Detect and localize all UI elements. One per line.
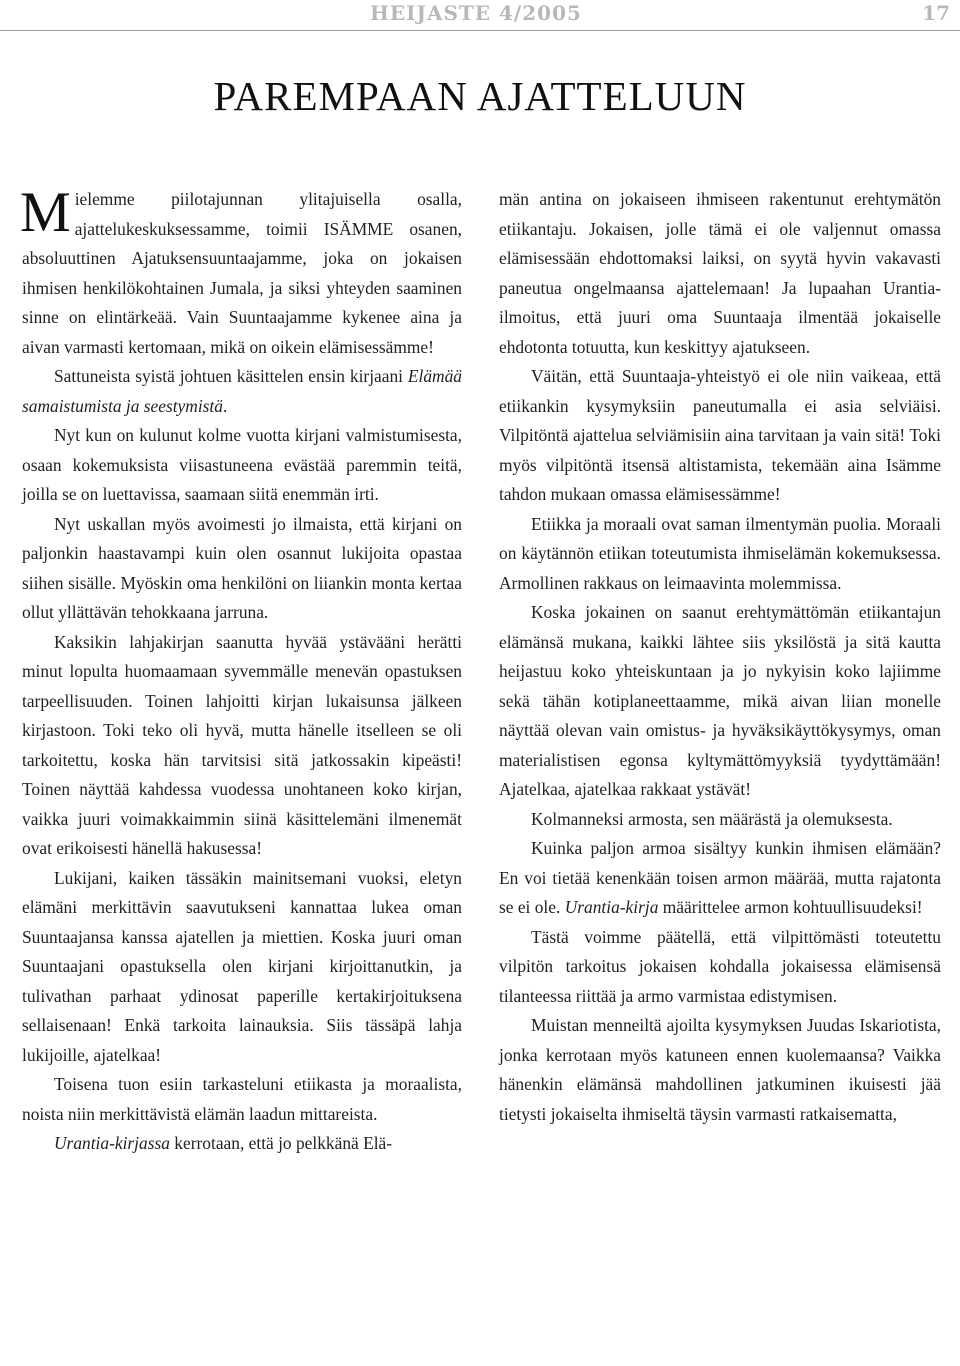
paragraph: Nyt kun on kulunut kolme vuotta kirjani valmistumisesta, osaan kokemuksista viisastuneena evästää paremmin teitä, joilla se on luettavissa, saamaan siitä enemmän irti.	[22, 425, 462, 504]
paragraph: Tästä voimme päätellä, että vilpittömästi toteutettu vilpitön tarkoitus jokaisen kohdalla jokaisessa elämisensä tilanteessa riittää ja armo varmistaa edistymisen.	[499, 926, 941, 1006]
left-column	[20, 181, 462, 1159]
paragraph: Muistan menneiltä ajoilta kysymyksen Juudas Iskariotista, jonka kerrotaan myös katuneen ennen kuolemaansa? Vaikka hänenkin elämänsä mahdollinen jatkuminen ikuisesti jää tietysti jokaiselta ihmiseltä täysin varmasti ratkaisematta,	[499, 1015, 941, 1124]
paragraph: Lukijani, kaiken tässäkin mainitsemani vuoksi, eletyn elämäni merkittävin saavutukseni kannattaa lukea oman Suuntaajansa kanssa ajatellen ja miettien. Koska juuri oman Suuntaajani opastuksella olen kirjani kirjoittanutkin, ja tulivathan parhaat ydinosat paperille kertakirjoituksena sellaisenaan! Enkä tarkoita lainauksia. Siis tässäpä lahja lukijoille, ajatelkaa!	[22, 867, 462, 1065]
paragraph: Koska jokainen on saanut erehtymättömän etiikantajun elämänsä mukana, kaikki lähtee siis yksilöstä ja sitä kautta heijastuu koko yhteiskuntaan ja jo nykyisin koko lajiimme sekä tähän kotiplaneettaamme, mikä aivan liian monelle näyttää olevan vain omistus- ja hyväksikäyttökysymys, oman materialistisen egonsa kyltymättömyyksiä tyydyttämään! Ajatelkaa, ajatelkaa rakkaat ystävät!	[499, 602, 941, 799]
book-title: Urantia-kirjassa	[54, 1133, 170, 1153]
page-header	[0, 0, 960, 31]
paragraph: Kaksikin lahjakirjan saanutta hyvää ystävääni herätti minut lopulta huomaamaan syvemmälle menevän opastuksen tarpeellisuuden. Toinen lahjoitti kirjan lukaisunsa jälkeen kirjastoon. Toki teko oli hyvä, mutta hänelle itselleen se oli tarkoitettu, koska hän tarvitsisi sitä jatkossakin kipeästi! Toinen näyttää kahdessa vuodessa unohtaneen koko kirjan, vaikka juuri voimakkaimmin siinä käsittelemäni ilmenemät ovat erikoisesti hänellä hakusessa!	[22, 631, 462, 858]
paragraph: Väitän, että Suuntaaja-yhteistyö ei ole niin vaikeaa, että etiikankin kysymyksiin paneutumalla ei asia selviäisi. Vilpitöntä ajattelua selviämisiin aina tarvitaan ja vain sitä! Toki myös vilpitöntä itsensä altistamista, tekemään aina Isämme tahdon mukaan omassa elämisessämme!	[499, 366, 941, 504]
right-column	[499, 185, 941, 1129]
paragraph: män antina on jokaiseen ihmiseen rakentunut erehtymätön etiikantaju. Jokaisen, jolle tämä ei ole valjennut omassa elämisessään ehdottomaksi laiksi, on syytä hyvin vakavasti paneutua ongelmaansa ajattelemaan! Ja lupaahan Urantia-ilmoitus, että juuri oma Suuntaaja ilmentää jokaiselle ehdotonta totuutta, kun keskittyy ajatukseen.	[499, 189, 941, 357]
paragraph: Etiikka ja moraali ovat saman ilmentymän puolia. Moraali on käytännön etiikan toteutumista ihmiselämän kokemuksessa. Armollinen rakkaus on leimaavinta molemmissa.	[499, 513, 941, 593]
publication-name: HEIJASTE 4/2005	[370, 1, 582, 25]
paragraph: Kolmanneksi armosta, sen määrästä ja olemuksesta.	[531, 808, 893, 829]
paragraph: Urantia-kirjassa kerrotaan, että jo pelkkänä Elä-	[54, 1133, 393, 1153]
paragraph: Nyt uskallan myös avoimesti jo ilmaista, että kirjani on paljonkin haastavampi kuin olen osannut lukijoita opastaa siihen sisälle. Myöskin oma henkilöni on liiankin monta kertaa ollut yllättävän tehokkaana jarruna.	[22, 513, 462, 622]
drop-cap: M	[20, 181, 71, 244]
paragraph: Mielemme piilotajunnan ylitajuisella osalla, ajattelukeskuksessamme, toimii ISÄMME osanen, absoluuttinen Ajatuksensuuntaajamme, joka on jokaisen ihmisen henkilökohtainen Jumala, ja siksi yhteyden saaminen sinne on elintärkeää. Vain Suuntaajamme kykenee aina ja aivan varmasti kertomaan, mikä on oikein elämisessämme!	[20, 181, 462, 357]
page-number: 17	[922, 1, 950, 25]
book-title: Elämää samaistumista ja seestymistä	[22, 366, 462, 416]
paragraph: Toisena tuon esiin tarkasteluni etiikasta ja moraalista, noista niin merkittävistä elämän laadun mittareista.	[22, 1074, 462, 1124]
book-title: Urantia-kirja	[564, 897, 659, 917]
paragraph: Sattuneista syistä johtuen käsittelen ensin kirjaani Elämää samaistumista ja seestymistä.	[22, 366, 462, 416]
paragraph: Kuinka paljon armoa sisältyy kunkin ihmisen elämään? En voi tietää kenenkään toisen armon määrää, mutta rajatonta se ei ole. Urantia-kirja määrittelee armon kohtuullisuudeksi!	[499, 838, 941, 917]
article-title: PAREMPAAN AJATTELUUN	[213, 73, 747, 119]
